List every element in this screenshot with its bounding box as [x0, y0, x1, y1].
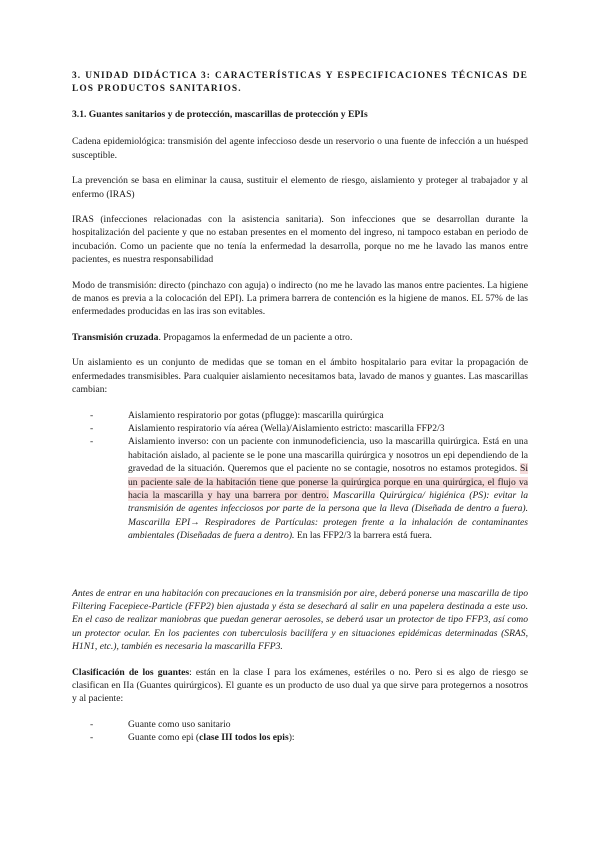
paragraph-iras: IRAS (infecciones relacionadas con la asistencia sanitaria). Son infecciones que se desarrollan durante la hospitalización del paciente y que no estaban presentes en el momento del ingreso, ni tampoco estaban en periodo de incubación. Como un paciente que no tenía la enfermedad la desarrolla, porque no me he lavado las manos entre pacientes, es nuestra responsabilidad [72, 214, 528, 266]
transmision-cruzada-text: . Propagamos la enfermedad de un paciente a otro. [158, 331, 353, 343]
clasificacion-text: : están en la clase I para los exámenes, estériles o no. Pero si es algo de riesgo se clasifican en IIa (Guantes quirúrgicos). El guante es un producto de uso dual ya que sirve para protegernos a nosotros y al paciente: [72, 666, 528, 705]
clasificacion-label: Clasificación de los guantes [72, 666, 190, 678]
list-item [90, 731, 528, 744]
paragraph-cadena: Cadena epidemiológica: transmisión del agente infeccioso desde un reservorio o una fuente de infección a un huésped susceptible. [72, 136, 528, 161]
list-item-text-end: En las FFP2/3 la barrera está fuera. [294, 530, 432, 542]
bold-text: clase III todos los epis [199, 732, 289, 744]
list-item-text: Aislamiento respiratorio vía aérea (Wella)/Aislamiento estricto: mascarilla FFP2/3 [128, 422, 445, 434]
paragraph-transmision-cruzada [72, 331, 528, 344]
paragraph-modo-transmision: Modo de transmisión: directo (pinchazo con aguja) o indirecto (no me he lavado las manos entre pacientes. La higiene de manos es previa a la colocación del EPI). La primera barrera de contención es la higiene de manos. EL 57% de las enfermedades producidas en las iras son evitables. [72, 279, 528, 318]
guantes-list [72, 718, 528, 745]
list-item [90, 422, 528, 435]
list-item [90, 409, 528, 422]
list-dash: - [90, 436, 94, 448]
list-item-text: Guante como epi ( [128, 732, 200, 744]
list-item [90, 718, 528, 731]
paragraph-antes-de-entrar: Antes de entrar en una habitación con precauciones en la transmisión por aire, deberá ponerse una mascarilla de tipo Filtering Facepiece-Particle (FFP2) bien ajustada y ésta se desechará al salir en una papelera destinada a este uso. En el caso de realizar maniobras que puedan generar aerosoles, se deberá usar un protector de tipo FFP3, así como un protector ocular. En los pacientes con tuberculosis bacilífera y en situaciones epidémicas determinadas (SRAS, H1N1, etc.), también es necesaria la mascarilla FFP3. [72, 587, 528, 653]
list-item-text: Aislamiento respiratorio por gotas (pflugge): mascarilla quirúrgica [128, 409, 384, 421]
list-dash: - [90, 409, 94, 421]
italic-text: Mascarilla Quirúrgica/ higiénica (PS): evitar la transmisión de agentes infecciosos por parte de la persona que la lleva (Diseñada de dentro a fuera). Mascarilla EPI→ Respiradores de Partículas: protegen frente a la inhalación de contaminantes ambientales (Diseñadas de fuera a dentro). [128, 489, 529, 542]
list-item-text: Guante como uso sanitario [128, 718, 231, 730]
paragraph-aislamiento: Un aislamiento es un conjunto de medidas que se toman en el ámbito hospitalario para evitar la propagación de enfermedades transmisibles. Para cualquier aislamiento necesitamos bata, lavado de manos y guantes. Las mascarillas cambian: [72, 357, 528, 396]
list-item [90, 435, 528, 542]
highlighted-text: Si un paciente sale de la habitación tiene que ponerse la quirúrgica porque en una quirúrgica, el flujo va hacia la mascarilla y hay una barrera por dentro. [128, 463, 528, 501]
paragraph-clasificacion-guantes [72, 666, 528, 706]
aislamiento-list [72, 409, 528, 543]
list-dash: - [90, 718, 94, 730]
list-dash: - [90, 422, 94, 434]
page-title: 3. UNIDAD DIDÁCTICA 3: CARACTERÍSTICAS Y ESPECIFICACIONES TÉCNICAS DE LOS PRODUCTOS SANITARIOS. [72, 71, 528, 94]
section-heading: 3.1. Guantes sanitarios y de protección, mascarillas de protección y EPIs [72, 109, 368, 120]
transmision-cruzada-label: Transmisión cruzada [72, 331, 159, 343]
list-dash: - [90, 732, 94, 744]
document-page [72, 70, 528, 763]
spacer [72, 561, 528, 587]
list-item-text: Aislamiento inverso: con un paciente con inmunodeficiencia, uso la mascarilla quirúrgica. Está en una habitación aislado, al paciente se le pone una mascarilla quirúrgica y nosotros un epi dependiendo de la gravedad de la situación. Queremos que el paciente no se contagie, nosotros no estamos protegidos. [128, 436, 528, 475]
list-item-text-end: ): [288, 732, 295, 744]
paragraph-prevencion: La prevención se basa en eliminar la causa, sustituir el elemento de riesgo, aislamiento y proteger al trabajador y al enfermo (IRAS) [72, 175, 528, 200]
